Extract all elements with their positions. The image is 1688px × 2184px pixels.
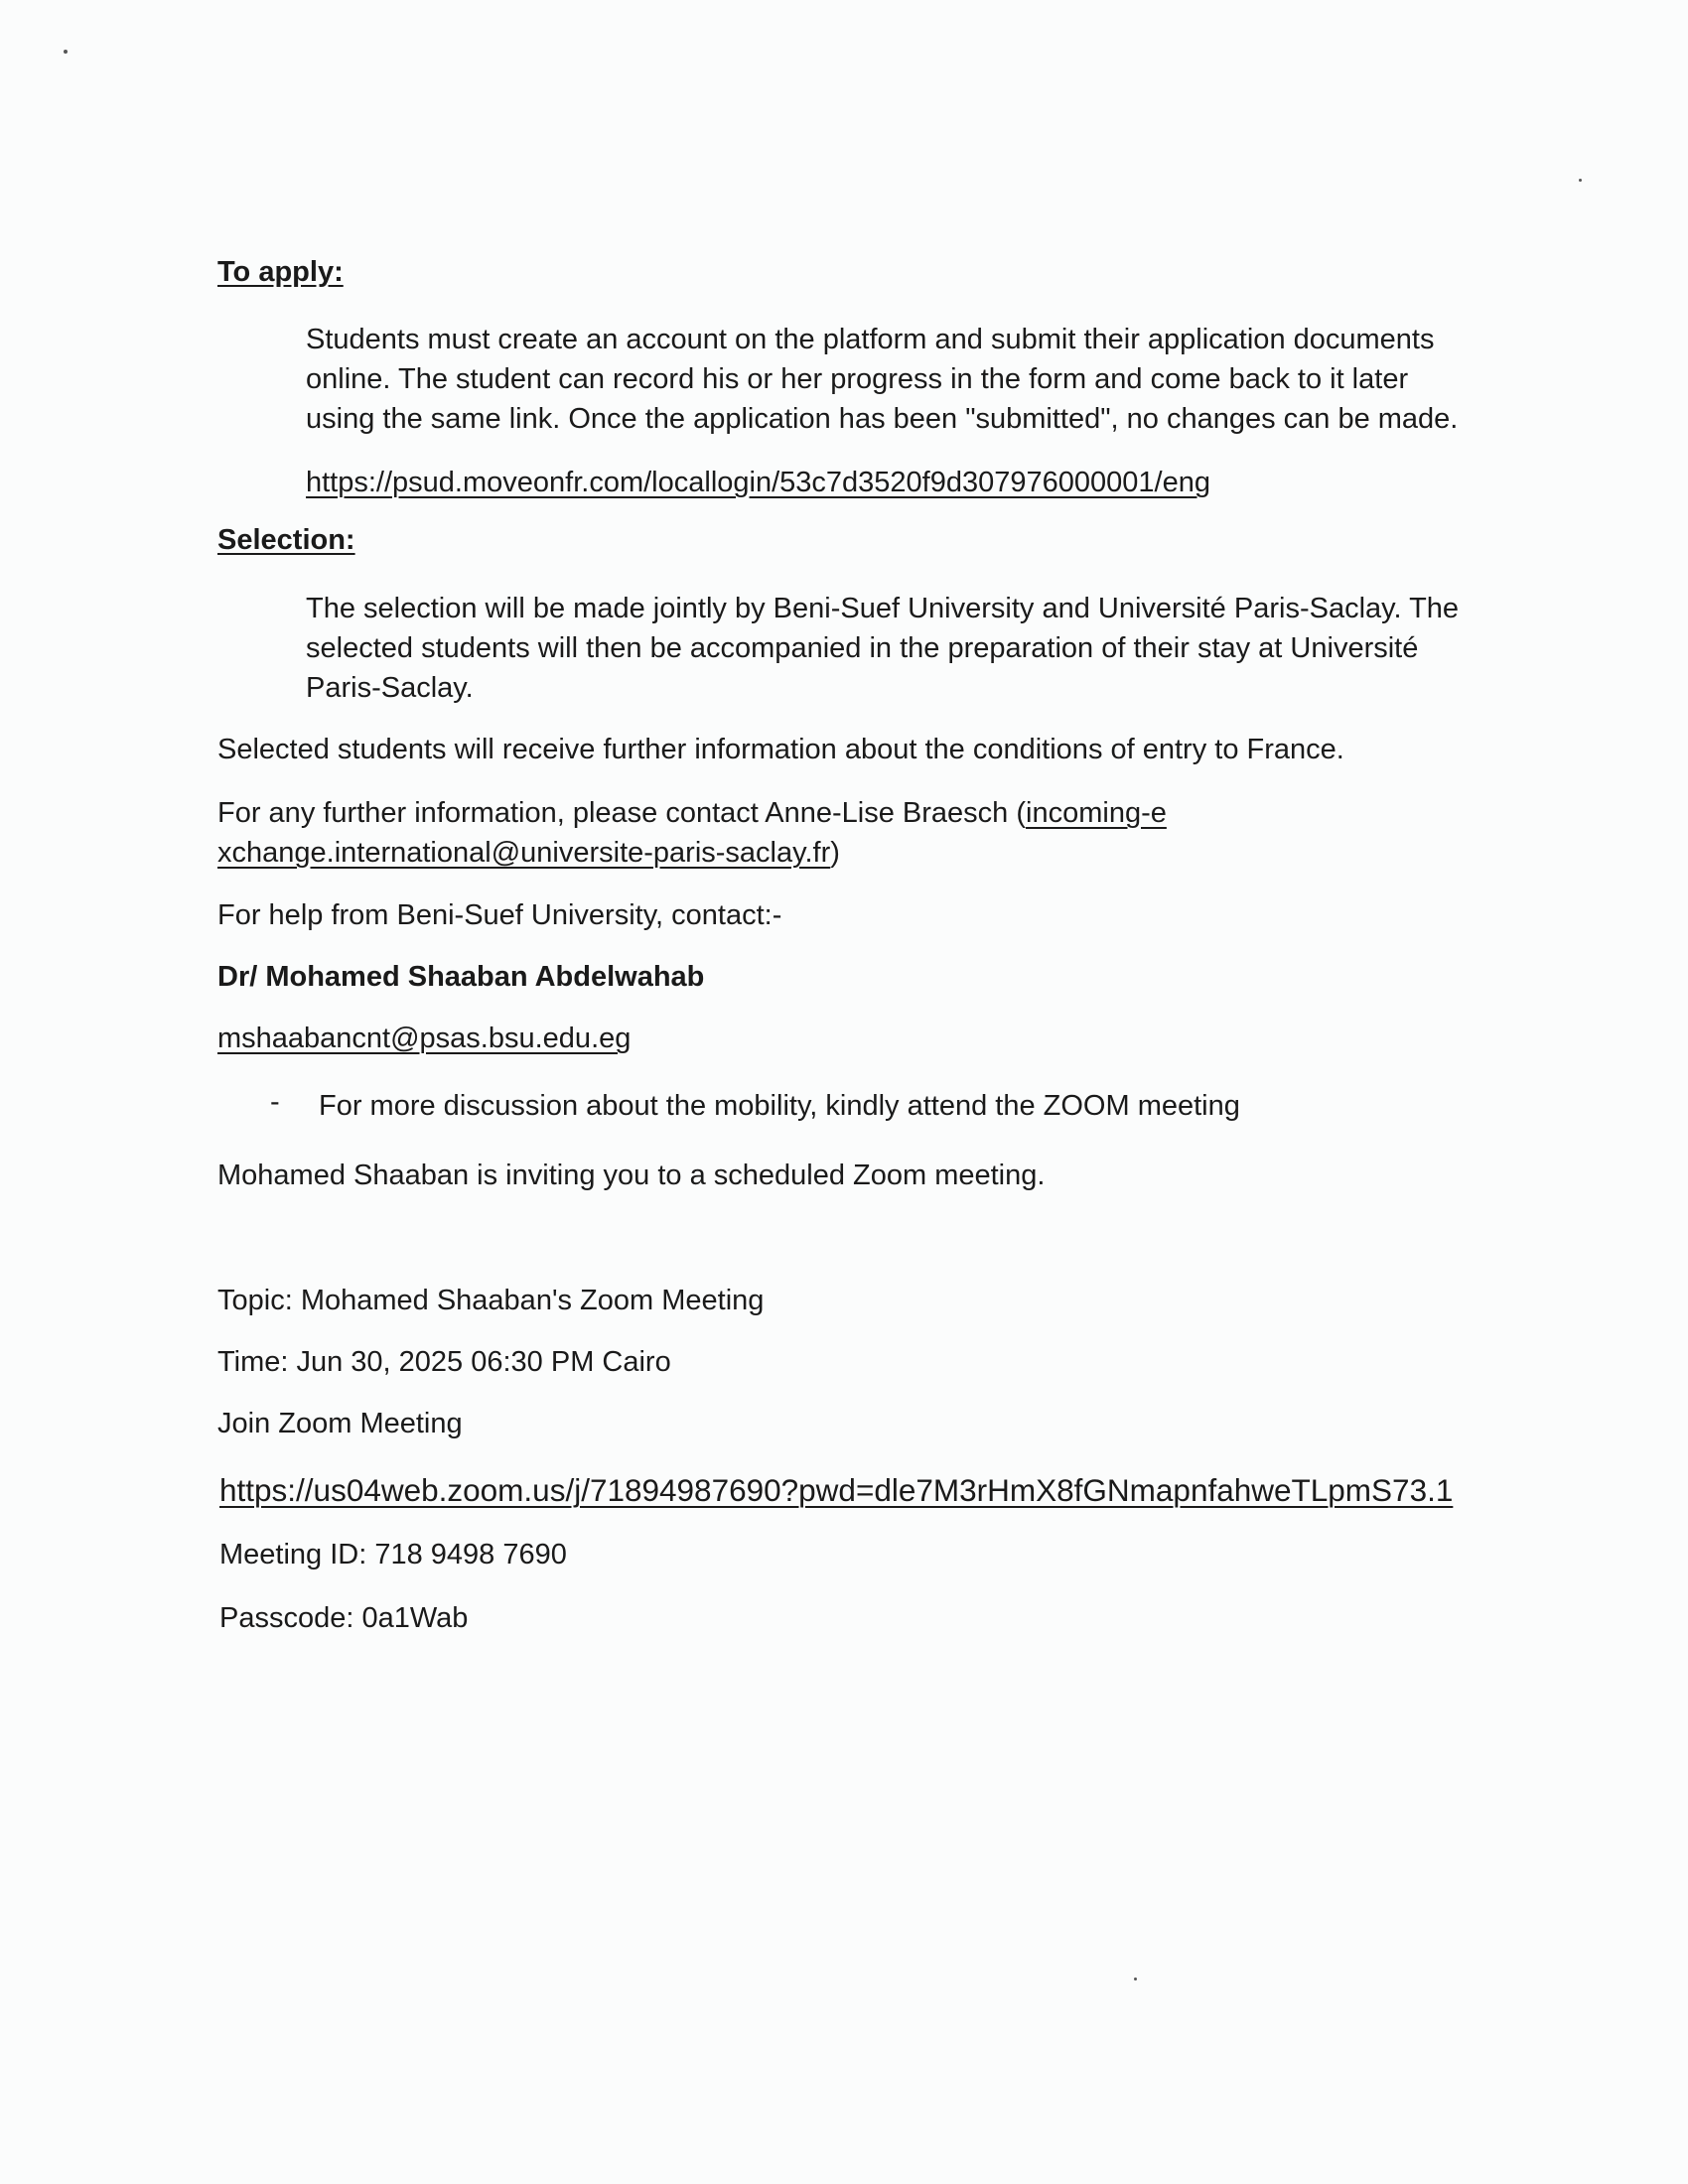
selection-heading: Selection: — [217, 524, 355, 556]
bullet-text: For more discussion about the mobility, kindly attend the ZOOM meeting — [319, 1090, 1240, 1122]
meeting-topic: Topic: Mohamed Shaaban's Zoom Meeting — [217, 1285, 765, 1316]
apply-body: Students must create an account on the platform and submit their application documents online. The student can record his or her progress in the form and come back to it later using the same link. Once the application has been "submitted", no changes can be made. — [306, 324, 1459, 435]
contact-intro: For any further information, please contact Anne-Lise Braesch ( — [217, 797, 1027, 829]
zoom-join-link[interactable]: https://us04web.zoom.us/j/71894987690?pwd=dle7M3rHmX8fGNmapnfahweTLpmS73.1 — [219, 1472, 1454, 1508]
contact-person: Dr/ Mohamed Shaaban Abdelwahab — [217, 961, 705, 993]
selection-body: The selection will be made jointly by Beni-Suef University and Université Paris-Saclay. The selected students will then be accompanied in the preparation of their stay at Université Paris-Saclay. — [306, 593, 1460, 704]
entry-info: Selected students will receive further information about the conditions of entry to France. — [217, 734, 1344, 765]
join-label: Join Zoom Meeting — [217, 1408, 463, 1439]
scan-speck — [1134, 1978, 1137, 1980]
apply-heading: To apply: — [217, 256, 344, 288]
application-link[interactable]: https://psud.moveonfr.com/locallogin/53c7d3520f9d307976000001/eng — [306, 467, 1210, 498]
contact-email-link[interactable]: incoming-exchange.international@universite-paris-saclay.fr — [217, 797, 1167, 869]
bullet-dash: - — [270, 1086, 280, 1118]
contact-outro: ) — [830, 837, 840, 869]
meeting-time: Time: Jun 30, 2025 06:30 PM Cairo — [217, 1346, 671, 1378]
meeting-passcode: Passcode: 0a1Wab — [219, 1602, 469, 1634]
invite-text: Mohamed Shaaban is inviting you to a scheduled Zoom meeting. — [217, 1160, 1046, 1191]
contact-paragraph — [217, 793, 1171, 873]
scan-speck — [1579, 179, 1582, 182]
meeting-id: Meeting ID: 718 9498 7690 — [219, 1539, 567, 1570]
bsu-help: For help from Beni-Suef University, contact:- — [217, 899, 782, 931]
bsu-contact-email[interactable]: mshaabancnt@psas.bsu.edu.eg — [217, 1023, 632, 1054]
scan-speck — [64, 50, 68, 54]
